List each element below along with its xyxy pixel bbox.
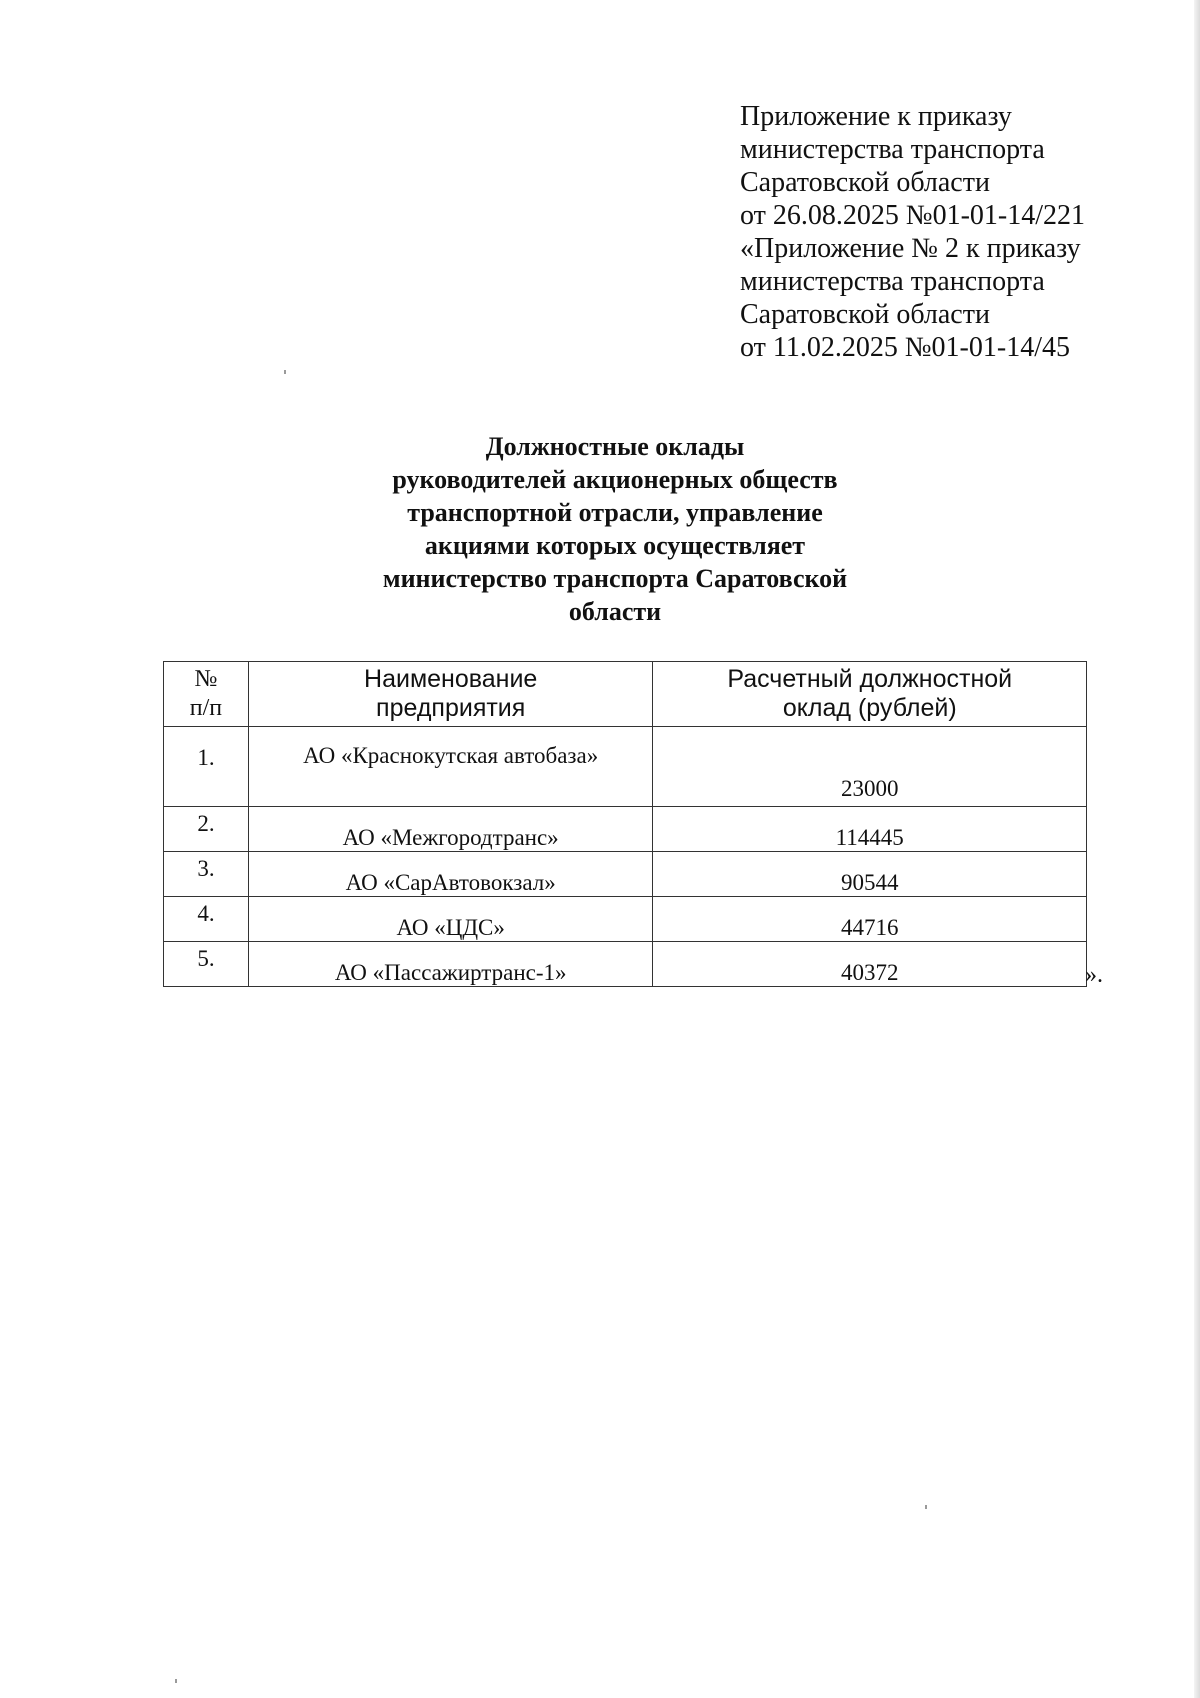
table-row bbox=[164, 897, 1087, 942]
header-line: Саратовской области bbox=[740, 167, 990, 198]
scan-speck bbox=[175, 1679, 177, 1683]
column-header-number-line2: п/п bbox=[189, 695, 223, 721]
salary-value: 23000 bbox=[653, 727, 1087, 807]
header-line: Саратовской области bbox=[740, 299, 990, 330]
company-name: АО «Межгородтранс» bbox=[248, 807, 653, 852]
row-number: 4. bbox=[164, 897, 249, 942]
title-line: министерство транспорта Саратовской bbox=[382, 564, 848, 593]
salary-value: 40372 bbox=[653, 942, 1087, 987]
header-line: «Приложение № 2 к приказу bbox=[740, 233, 1081, 264]
company-name: АО «СарАвтовокзал» bbox=[248, 852, 653, 897]
salary-value: 114445 bbox=[653, 807, 1087, 852]
page-edge-shadow bbox=[1194, 0, 1200, 1698]
column-header-number bbox=[164, 662, 249, 727]
table-row bbox=[164, 942, 1087, 987]
company-name: АО «Пассажиртранс-1» bbox=[248, 942, 653, 987]
table-row bbox=[164, 807, 1087, 852]
title-line: транспортной отрасли, управление bbox=[407, 498, 823, 527]
column-header-salary-line1: Расчетный должностной bbox=[727, 665, 1013, 693]
header-line: министерства транспорта bbox=[740, 266, 1045, 297]
closing-quote: ». bbox=[1085, 962, 1103, 988]
salary-value: 44716 bbox=[653, 897, 1087, 942]
salary-table bbox=[163, 661, 1087, 987]
header-line: министерства транспорта bbox=[740, 134, 1045, 165]
salary-value: 90544 bbox=[653, 852, 1087, 897]
table-row bbox=[164, 727, 1087, 807]
header-line: от 26.08.2025 №01-01-14/221 bbox=[740, 200, 1086, 231]
column-header-name-line1: Наименование bbox=[364, 665, 538, 693]
title-line: области bbox=[568, 597, 662, 626]
table-row bbox=[164, 852, 1087, 897]
appendix-header bbox=[740, 100, 1085, 364]
row-number: 1. bbox=[164, 727, 249, 807]
scan-speck bbox=[925, 1505, 927, 1509]
row-number: 3. bbox=[164, 852, 249, 897]
document-title bbox=[310, 430, 920, 628]
scan-speck bbox=[284, 370, 286, 374]
company-name: АО «Краснокутская автобаза» bbox=[248, 727, 653, 807]
row-number: 5. bbox=[164, 942, 249, 987]
header-line: от 11.02.2025 №01-01-14/45 bbox=[740, 332, 1070, 363]
title-line: руководителей акционерных обществ bbox=[392, 465, 838, 494]
header-line: Приложение к приказу bbox=[740, 101, 1012, 132]
table-header-row bbox=[164, 662, 1087, 727]
row-number: 2. bbox=[164, 807, 249, 852]
column-header-salary-line2: оклад (рублей) bbox=[782, 694, 957, 722]
company-name: АО «ЦДС» bbox=[248, 897, 653, 942]
column-header-salary bbox=[653, 662, 1087, 727]
column-header-name-line2: предприятия bbox=[376, 694, 526, 722]
column-header-number-line1: № bbox=[194, 666, 218, 692]
title-line: Должностные оклады bbox=[485, 432, 745, 461]
column-header-name bbox=[248, 662, 653, 727]
title-line: акциями которых осуществляет bbox=[424, 531, 806, 560]
